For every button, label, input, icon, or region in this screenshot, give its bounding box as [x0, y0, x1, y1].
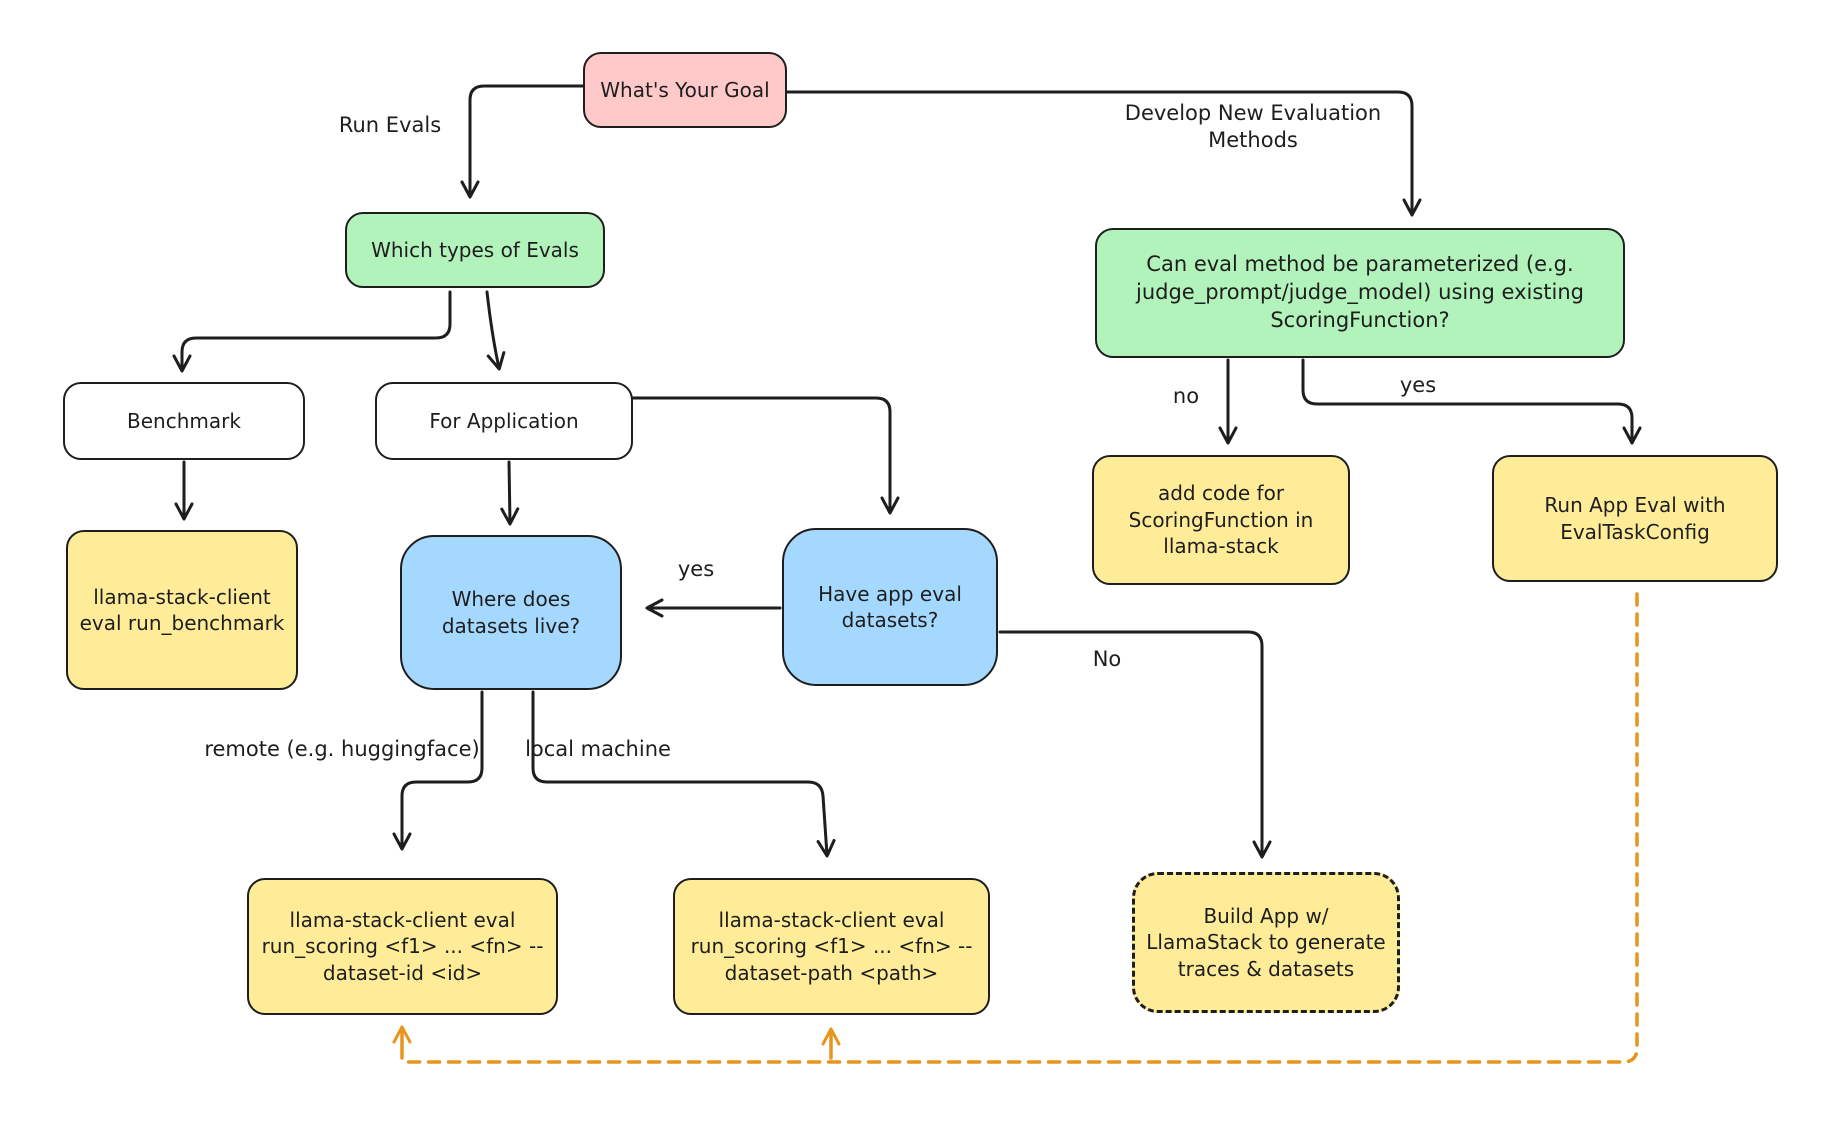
node-run-benchmark-command: llama-stack-client eval run_benchmark — [66, 530, 298, 690]
edge-which-types-to-benchmark — [182, 292, 450, 370]
node-build-app-llamastack: Build App w/ LlamaStack to generate traces & datasets — [1132, 872, 1400, 1013]
edge-for-application-to-where-datasets — [509, 462, 510, 523]
edge-goal-to-which-types — [470, 86, 583, 196]
edge-parameterized-yes-to-run-app-eval — [1303, 360, 1632, 442]
edge-label-yes: yes — [1399, 373, 1437, 397]
edge-where-datasets-remote-to-run-scoring-id — [402, 692, 482, 848]
node-run-app-eval-evaltaskconfig: Run App Eval with EvalTaskConfig — [1492, 455, 1778, 582]
edge-where-datasets-local-to-run-scoring-path — [533, 692, 827, 855]
node-run-scoring-dataset-path: llama-stack-client eval run_scoring <f1> ... <fn> --dataset-path <path> — [673, 878, 990, 1015]
edge-label-remote-huggingface: remote (e.g. huggingface) — [204, 737, 480, 761]
edge-have-datasets-no-to-build-app — [1000, 632, 1262, 856]
edge-label-run-evals: Run Evals — [338, 113, 442, 137]
edge-label-yes-have-datasets: yes — [677, 557, 715, 581]
edge-label-local-machine: local machine — [525, 737, 671, 761]
node-which-types-of-evals: Which types of Evals — [345, 212, 605, 288]
node-add-code-scoring-function: add code for ScoringFunction in llama-stack — [1092, 455, 1350, 585]
edge-which-types-to-for-application — [487, 292, 499, 368]
node-for-application: For Application — [375, 382, 633, 460]
edge-label-develop-new-evaluation-methods: Develop New Evaluation Methods — [1124, 101, 1382, 153]
node-where-does-datasets-live: Where does datasets live? — [400, 535, 622, 690]
node-have-app-eval-datasets: Have app eval datasets? — [782, 528, 998, 686]
edge-label-no-have-datasets: No — [1092, 647, 1122, 671]
node-whats-your-goal: What's Your Goal — [583, 52, 787, 128]
node-can-eval-be-parameterized: Can eval method be parameterized (e.g. judge_prompt/judge_model) using existing ScoringFunction? — [1095, 228, 1625, 358]
node-run-scoring-dataset-id: llama-stack-client eval run_scoring <f1> ... <fn> --dataset-id <id> — [247, 878, 558, 1015]
edge-for-application-to-have-datasets — [633, 398, 890, 512]
edge-label-no: no — [1172, 384, 1200, 408]
node-benchmark: Benchmark — [63, 382, 305, 460]
